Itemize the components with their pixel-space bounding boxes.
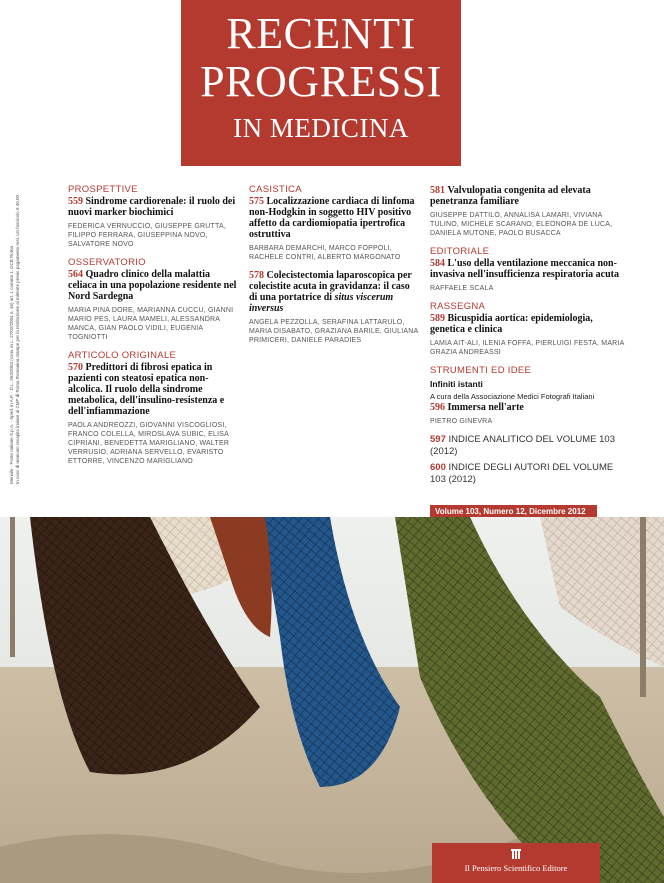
article-581[interactable] <box>430 185 630 207</box>
article-title: L'uso della ventilazione meccanica non-invasiva nell'insufficienza respiratoria acuta <box>430 258 619 280</box>
article-title-italic: situs viscerum inversus <box>249 292 394 314</box>
article-title: Colecistectomia laparoscopica per colecistite acuta in gravidanza: il caso di una portatrice di <box>249 270 412 303</box>
article-title: Sindrome cardiorenale: il ruolo dei nuovi marker biochimici <box>68 196 236 218</box>
article-589[interactable] <box>430 313 630 335</box>
cover-photo-hammocks <box>0 517 664 883</box>
hammocks-illustration <box>0 517 664 883</box>
article-564[interactable] <box>68 269 240 302</box>
article-authors: PAOLA ANDREOZZI, GIOVANNI VISCOGLIOSI, FRANCO COLELLA, MIROSLAVA SUBIC, ELISA CIPRIANI, BENEDETTA MARIGLIANO, WALTER VERRUSIO, ADRIANA SERVELLO, EVARISTO ETTORRE, VINCENZO MARIGLIANO <box>68 422 230 465</box>
masthead-line-2: PROGRESSI <box>200 57 442 106</box>
article-596[interactable] <box>430 402 630 413</box>
article-title: Bicuspidia aortica: epidemiologia, genetica e clinica <box>430 313 593 335</box>
article-578[interactable] <box>249 270 419 314</box>
page-number: 575 <box>249 196 264 207</box>
article-575[interactable] <box>249 196 419 240</box>
article-title: Predittori di fibrosi epatica in pazienti con steatosi epatica non-alcolica. Il ruolo della sindrome metabolica, dell'insulino-resistenza e dell'infiammazione <box>68 362 225 417</box>
publisher-name: Il Pensiero Scientifico Editore <box>464 863 568 873</box>
index-label: INDICE DEGLI AUTORI DEL VOLUME 103 (2012) <box>430 462 614 485</box>
page-number: 597 <box>430 434 446 445</box>
page-number: 570 <box>68 362 83 373</box>
article-title: Quadro clinico della malattia celiaca in una popolazione residente nel Nord Sardegna <box>68 269 237 302</box>
section-strumenti-ed-idee: STRUMENTI ED IDEE <box>430 365 532 376</box>
article-584[interactable] <box>430 258 630 280</box>
article-authors: ANGELA PEZZOLLA, SERAFINA LATTARULO, MARIA DISABATO, GRAZIANA BARILE, GIULIANA PRIMICERI, DANIELE PARADIES <box>249 319 418 344</box>
subsection-curator: A cura della Associazione Medici Fotografi Italiani <box>430 392 595 401</box>
toc-column-2 <box>249 184 419 353</box>
article-authors: MARIA PINA DORE, MARIANNA CUCCU, GIANNI MARIO PES, LAURA MAMELI, ALESSANDRA MANCA, GIAN PAOLO VIDILI, EUGENIA TOGNIOTTI <box>68 307 234 341</box>
article-authors: FEDERICA VERNUCCIO, GIUSEPPE GRUTTA, FILIPPO FERRARA, GIUSEPPINA NOVO, SALVATORE NOVO <box>68 223 226 248</box>
page-number: 584 <box>430 258 445 269</box>
index-600[interactable] <box>430 462 630 486</box>
section-rassegna: RASSEGNA <box>430 301 486 312</box>
publisher-logo-icon <box>510 848 522 860</box>
article-title: Localizzazione cardiaca di linfoma non-Hodgkin in soggetto HIV positivo affetto da cardiomiopatia ipertrofica ostruttiva <box>249 196 415 240</box>
page-number: 589 <box>430 313 445 324</box>
article-authors: LAMIA AIT-ALI, ILENIA FOFFA, PIERLUIGI FESTA, MARIA GRAZIA ANDREASSI <box>430 340 625 356</box>
section-prospettive: PROSPETTIVE <box>68 184 138 195</box>
subsection-infiniti-istanti: Infiniti istanti <box>430 379 483 389</box>
spine-line-1: Mensile - Poste Italiane S.p.A. - Sped. in A.P. - D.L. 353/2003 (conv. in L. 27/02/2004 n. 46) art. 1 comma 1, DCB Roma <box>9 246 14 484</box>
masthead-line-1: RECENTI <box>226 9 416 58</box>
spine-line-2: In caso di mancato recapito inviare al CMP di Roma Romanina stampe per la restituzione al mittente previo pagamento resi. Un fascicolo € 40,00 <box>15 194 20 484</box>
index-label: INDICE ANALITICO DEL VOLUME 103 (2012) <box>430 434 615 457</box>
page-number: 559 <box>68 196 83 207</box>
article-title: Immersa nell'arte <box>447 402 524 413</box>
page-number: 564 <box>68 269 83 280</box>
section-osservatorio: OSSERVATORIO <box>68 257 146 268</box>
page-number: 578 <box>249 270 264 281</box>
page-number: 581 <box>430 185 445 196</box>
volume-label: Volume 103, Numero 12, Dicembre 2012 <box>430 505 597 518</box>
spine-legal-text <box>9 154 21 484</box>
toc-column-3 <box>430 184 630 486</box>
section-articolo-originale: ARTICOLO ORIGINALE <box>68 350 177 361</box>
article-570[interactable] <box>68 362 240 417</box>
article-authors: RAFFAELE SCALA <box>430 285 494 292</box>
publisher-box <box>432 843 600 883</box>
page-number: 596 <box>430 402 445 413</box>
page-number: 600 <box>430 462 446 473</box>
article-title: Valvulopatia congenita ad elevata penetranza familiare <box>430 185 591 207</box>
toc-column-1 <box>68 184 240 474</box>
journal-masthead <box>181 0 461 166</box>
article-authors: BARBARA DEMARCHI, MARCO FOPPOLI, RACHELE CONTRI, ALBERTO MARGONATO <box>249 245 401 261</box>
masthead-line-3: IN MEDICINA <box>233 113 409 143</box>
index-597[interactable] <box>430 434 630 458</box>
article-559[interactable] <box>68 196 240 218</box>
article-authors: PIETRO GINEVRA <box>430 418 493 425</box>
article-authors: GIUSEPPE DATTILO, ANNALISA LAMARI, VIVIANA TULINO, MICHELE SCARANO, ELEONORA DE LUCA, DANIELA MUTONE, PAOLO BUSACCA <box>430 212 613 237</box>
section-editoriale: EDITORIALE <box>430 246 490 257</box>
section-casistica: CASISTICA <box>249 184 302 195</box>
